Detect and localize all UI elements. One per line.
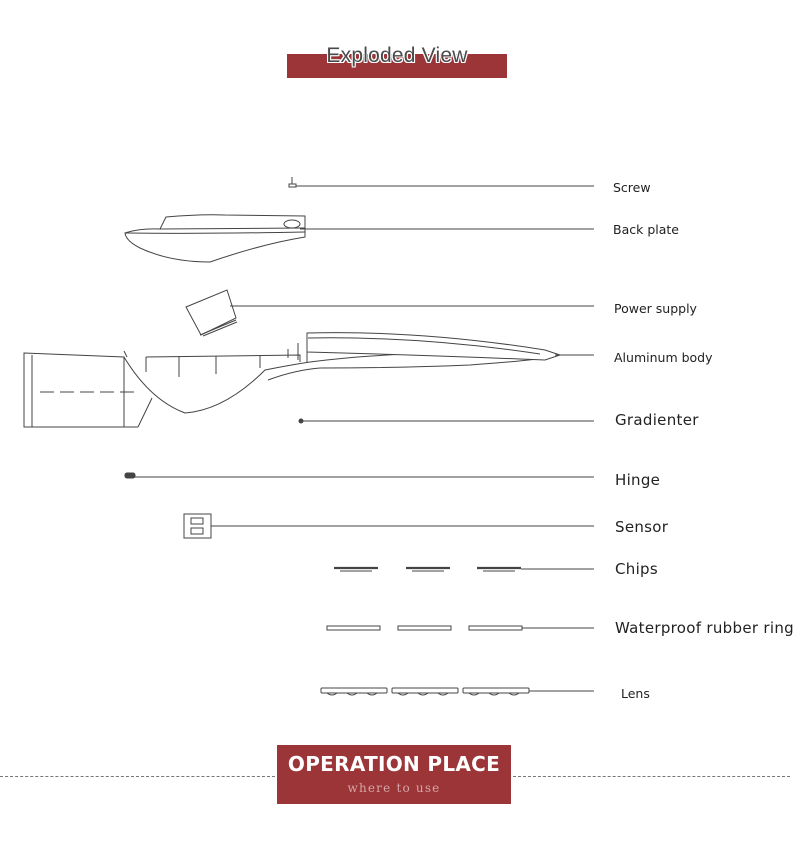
aluminum-body-part [24, 333, 560, 427]
label-gradienter: Gradienter [615, 411, 699, 429]
label-waterproof-rubber-ring: Waterproof rubber ring [615, 619, 794, 637]
hinge-part [125, 473, 135, 478]
right-dashed-divider [513, 776, 790, 777]
waterproof-rubber-ring-part [327, 626, 522, 630]
power-supply-part [186, 290, 237, 336]
chips-part [334, 568, 521, 571]
sensor-part [184, 514, 211, 538]
back-plate-part [125, 215, 305, 262]
left-dashed-divider [0, 776, 275, 777]
label-aluminum-body: Aluminum body [614, 350, 713, 365]
label-lens: Lens [621, 686, 650, 701]
label-power-supply: Power supply [614, 301, 697, 316]
page-title: Exploded View [326, 44, 468, 67]
lens-part [321, 688, 529, 695]
gradienter-part [299, 419, 303, 423]
screw-part [289, 177, 296, 187]
label-chips: Chips [615, 560, 658, 578]
operation-place-subtitle: where to use [347, 781, 441, 795]
label-hinge: Hinge [615, 471, 661, 489]
label-screw: Screw [613, 180, 651, 195]
label-sensor: Sensor [615, 518, 669, 536]
label-back-plate: Back plate [613, 222, 679, 237]
operation-place-title: OPERATION PLACE [287, 752, 501, 776]
